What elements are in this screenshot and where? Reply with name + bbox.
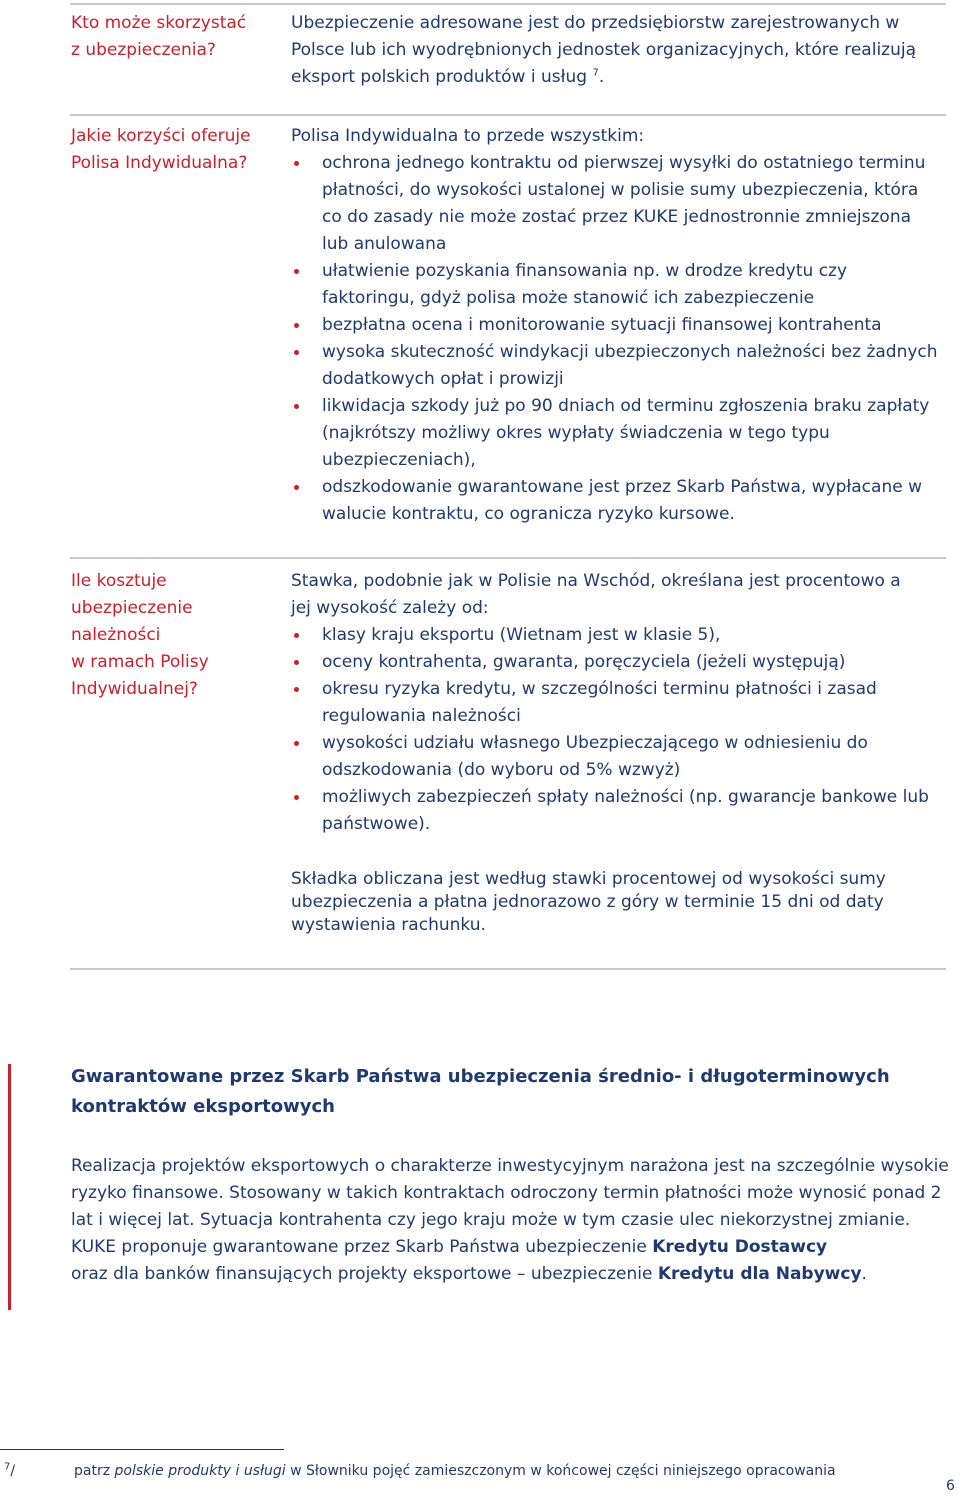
body-line: oraz dla banków finansujących projekty eksportowe – ubezpieczenie Kredytu dla Nabywcy. <box>71 1264 867 1284</box>
answer-text: Ubezpieczenie adresowane jest do przedsiębiorstw zarejestrowanych w Polsce lub ich wyodrębnionych jednostek organizacyjnych, które realizują eksport polskich produktów i usług <box>291 13 917 87</box>
list-item: ułatwienie pozyskania finansowania np. w drodze kredytu czy faktoringu, gdyż polisa może stanowić ich zabezpieczenie <box>291 258 941 312</box>
list-item: likwidacja szkody już po 90 dniach od terminu zgłoszenia braku zapłaty (najkrótszy możliwy okres wypłaty świadczenia w tego typu ubezpieczeniach), <box>291 393 941 474</box>
list-item: bezpłatna ocena i monitorowanie sytuacji finansowej kontrahenta <box>291 312 941 339</box>
question-who <box>71 10 276 64</box>
list-item: oceny kontrahenta, gwaranta, poręczyciela (jeżeli występują) <box>291 649 941 676</box>
question-line: ubezpieczenie <box>71 598 193 618</box>
bullet-icon <box>294 269 299 274</box>
bullet-icon <box>294 741 299 746</box>
question-cost <box>71 568 276 703</box>
bullet-icon <box>294 323 299 328</box>
body-line: ryzyko finansowe. Stosowany w takich kontraktach odroczony termin płatności może wynosić ponad 2 <box>71 1183 942 1203</box>
product-buyer-credit: Kredytu dla Nabywcy <box>657 1264 862 1284</box>
answer-end: . <box>598 67 605 87</box>
bullet-icon <box>294 485 299 490</box>
footnote: $^7$/ patrz polskie produkty i usługi w Słowniku pojęć zamieszczonym w końcowej części niniejszego opracowania <box>4 1460 904 1482</box>
body-line: lat i więcej lat. Sytuacja kontrahenta czy jego kraju może w tym czasie ulec niekorzystnej zmianie. <box>71 1210 911 1230</box>
list-item: okresu ryzyka kredytu, w szczególności terminu płatności i zasad regulowania należności <box>291 676 941 730</box>
footnote-ref: 7 <box>592 67 599 79</box>
answer-who <box>291 10 941 91</box>
section-rule <box>70 968 946 970</box>
premium-note: Składka obliczana jest według stawki procentowej od wysokości sumy ubezpieczenia a płatna jednorazowo z góry w terminie 15 dni od daty wystawienia rachunku. <box>291 869 886 935</box>
body-line: KUKE proponuje gwarantowane przez Skarb Państwa ubezpieczenie Kredytu Dostawcy <box>71 1237 828 1257</box>
list-item: ochrona jednego kontraktu od pierwszej wysyłki do ostatniego terminu płatności, do wysokości ustalonej w polisie sumy ubezpieczenia, która co do zasady nie może zostać przez KUKE jednostronnie zmniejszona lub anulowana <box>291 150 941 258</box>
section-rule <box>70 557 946 559</box>
top-rule <box>70 3 946 5</box>
question-line: Indywidualnej? <box>71 679 198 699</box>
question-line: w ramach Polisy <box>71 652 209 672</box>
cost-intro: Stawka, podobnie jak w Polisie na Wschód, określana jest procentowo a jej wysokość zależy od: <box>291 571 901 618</box>
body-line: Realizacja projektów eksportowych o charakterze inwestycyjnym narażona jest na szczególnie wysokie <box>71 1156 949 1176</box>
bullet-icon <box>294 633 299 638</box>
answer-cost <box>291 568 941 838</box>
benefits-intro: Polisa Indywidualna to przede wszystkim: <box>291 126 645 146</box>
question-line: Jakie korzyści oferuje <box>71 126 251 146</box>
bullet-icon <box>294 404 299 409</box>
bullet-icon <box>294 161 299 166</box>
section-rule <box>70 114 946 116</box>
bullet-icon <box>294 795 299 800</box>
accent-bar <box>8 1064 11 1310</box>
page-number: 6 <box>946 1478 955 1494</box>
footnote-marker: $^7$/ <box>4 1461 16 1479</box>
question-line: Kto może skorzystać <box>71 13 247 33</box>
footnote-rule <box>0 1449 284 1450</box>
cost-factors-list <box>291 622 941 838</box>
answer-benefits <box>291 123 941 528</box>
bullet-icon <box>294 687 299 692</box>
question-line: Polisa Indywidualna? <box>71 153 248 173</box>
bullet-icon <box>294 660 299 665</box>
product-supplier-credit: Kredytu Dostawcy <box>652 1237 828 1257</box>
question-benefits <box>71 123 276 177</box>
guarantee-title: Gwarantowane przez Skarb Państwa ubezpieczenia średnio- i długoterminowych kontraktów eksportowych <box>71 1066 890 1117</box>
list-item: klasy kraju eksportu (Wietnam jest w klasie 5), <box>291 622 941 649</box>
benefits-list <box>291 150 941 528</box>
question-line: należności <box>71 625 161 645</box>
question-line: Ile kosztuje <box>71 571 167 591</box>
bullet-icon <box>294 350 299 355</box>
guarantee-body <box>71 1153 955 1288</box>
list-item: wysokości udziału własnego Ubezpieczającego w odniesieniu do odszkodowania (do wyboru od 5% wzwyż) <box>291 730 941 784</box>
list-item: możliwych zabezpieczeń spłaty należności (np. gwarancje bankowe lub państwowe). <box>291 784 941 838</box>
list-item: wysoka skuteczność windykacji ubezpieczonych należności bez żadnych dodatkowych opłat i prowizji <box>291 339 941 393</box>
question-line: z ubezpieczenia? <box>71 40 216 60</box>
list-item: odszkodowanie gwarantowane jest przez Skarb Państwa, wypłacane w walucie kontraktu, co ogranicza ryzyko kursowe. <box>291 474 941 528</box>
